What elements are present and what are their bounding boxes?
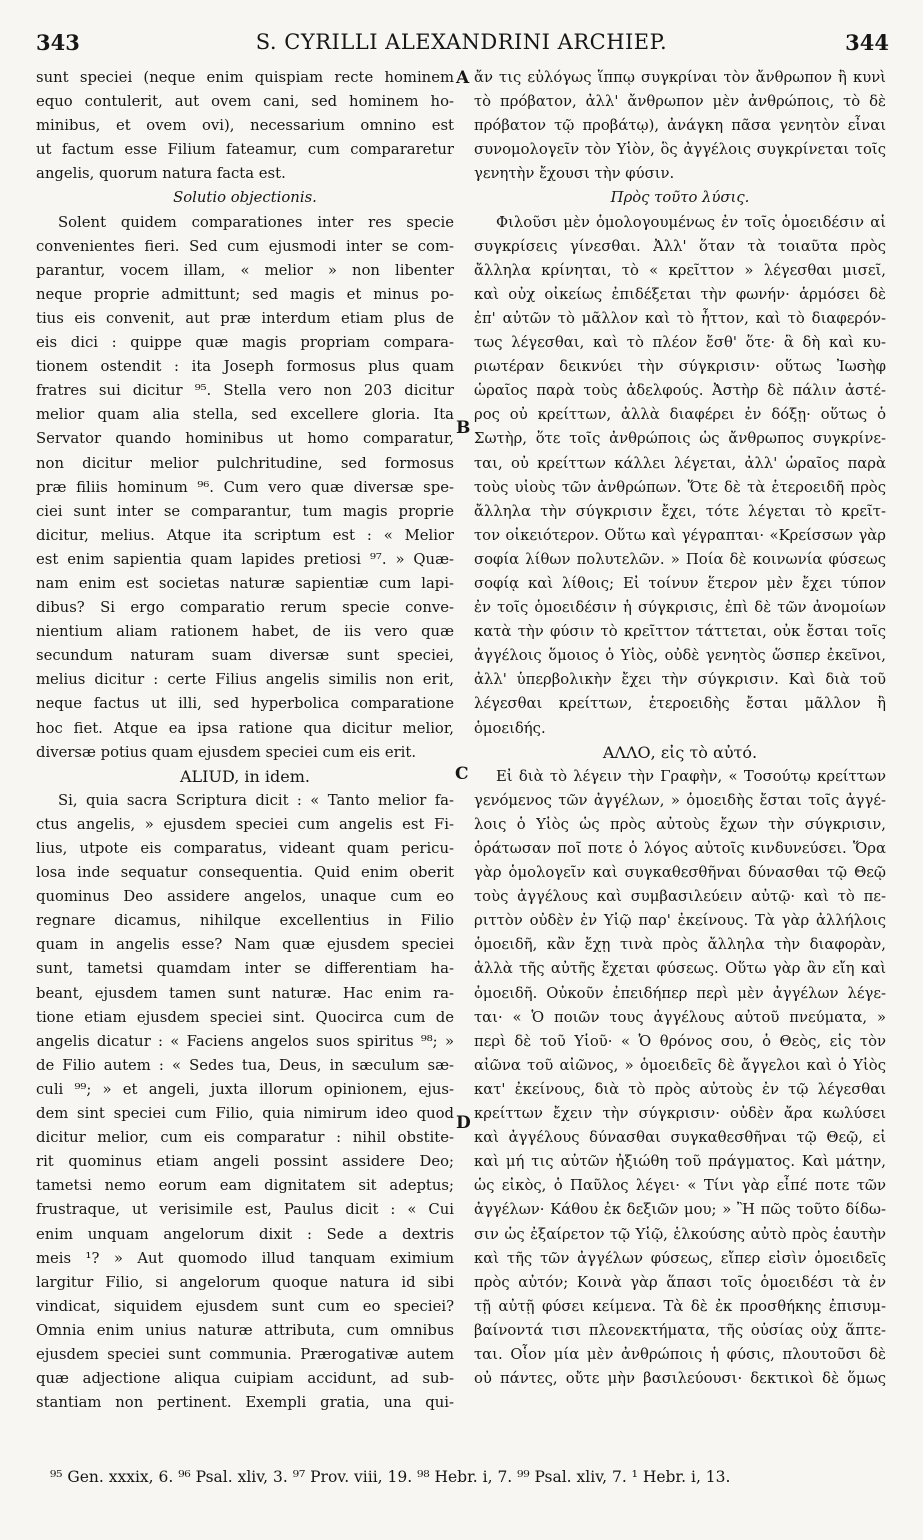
- greek-line: ἀλλ' ὑπερβολικὴν ἔχει τὴν σύγκρισιν. Καὶ διὰ τοῦ: [474, 671, 886, 689]
- latin-line: regnare dicamus, nihilque excellentius in Filio: [36, 912, 454, 930]
- latin-line: ut factum esse Filium fateamur, cum compararetur: [36, 141, 454, 159]
- latin-line: ciei sunt inter se comparantur, tum magis proprie: [36, 502, 454, 520]
- greek-line: ἀγγέλων· Κάθου ἐκ δεξιῶν μου; » Ἢ πῶς τοῦτο δίδω-: [474, 1201, 886, 1219]
- margin-letter-d: D: [456, 1113, 471, 1133]
- running-title: S. CYRILLI ALEXANDRINI ARCHIEP.: [255, 30, 668, 54]
- greek-line: τὸ πρόβατον, ἀλλ' ἄνθρωπον μὲν ἀνθρώποις, τὸ δὲ: [474, 93, 886, 111]
- latin-line: Servator quando hominibus ut homo comparatur,: [36, 430, 454, 448]
- latin-line: culi ⁹⁹; » et angeli, juxta illorum opinionem, ejus-: [36, 1080, 454, 1098]
- latin-line: sunt speciei (neque enim quispiam recte hominem: [36, 69, 454, 86]
- latin-line: sunt, tametsi quamdam inter se differentiam ha-: [36, 960, 454, 978]
- latin-line: rit quominus etiam angeli possint assidere Deo;: [36, 1153, 454, 1171]
- latin-line: melius dicitur : certe Filius angelis similis non erit,: [36, 671, 454, 689]
- latin-line: tione etiam ejusdem speciei sint. Quocirca cum de: [36, 1008, 454, 1026]
- latin-line: melior quam alia stella, sed excellere gloria. Ita: [36, 406, 454, 424]
- greek-line: ριωτέραν δεικνύει τὴν σύγκρισιν· οὕτως Ἰωσὴφ: [474, 358, 886, 376]
- greek-line: τοὺς ἀγγέλους καὶ συμβασιλεύειν αὐτῷ· καὶ τὸ πε-: [474, 888, 886, 906]
- greek-line: καὶ οὐχ οἰκείως ἐπιδέξεται τὴν φωνήν· ἁρμόσει δὲ: [474, 285, 886, 303]
- latin-line: hoc fiet. Atque ea ipsa ratione qua dicitur melior,: [36, 719, 454, 737]
- greek-line: ἄν τις εὐλόγως ἵππῳ συγκρίναι τὸν ἄνθρωπον ἢ κυνὶ: [474, 69, 886, 86]
- latin-line: tametsi nemo eorum eam dignitatem sit adeptus;: [36, 1177, 454, 1195]
- latin-line: angelis dicatur : « Faciens angelos suos spiritus ⁹⁸; »: [36, 1032, 454, 1050]
- greek-line: γὰρ ὁμολογεῖν καὶ συγκαθεσθῆναι δύνασθαι τῷ Θεῷ: [474, 864, 886, 882]
- latin-line: minibus, et ovem ovi), necessarium omnino est: [36, 117, 454, 135]
- greek-line: Σωτὴρ, ὅτε τοῖς ἀνθρώποις ὡς ἄνθρωπος συγκρίνε-: [474, 430, 886, 448]
- greek-line: λοις ὁ Υἱὸς ὡς πρὸς αὐτοὺς ἔχων τὴν σύγκρισιν,: [474, 815, 886, 833]
- latin-line: ctus angelis, » ejusdem speciei cum angelis est Fi-: [36, 815, 454, 833]
- greek-line: ται· « Ὁ ποιῶν τους ἀγγέλους αὐτοῦ πνεύματα, »: [474, 1008, 886, 1026]
- greek-line: κρείττων ἔχειν τὴν σύγκρισιν· οὐδὲν ἄρα κωλύσει: [474, 1105, 886, 1123]
- greek-line: καὶ τῆς τῶν ἀγγέλων φύσεως, εἴπερ εἰσὶν ὁμοειδεῖς: [474, 1249, 886, 1267]
- greek-line: γενητὴν ἔχουσι τὴν φύσιν.: [474, 165, 675, 183]
- latin-line: quæ adjectione aliqua cuipiam accidunt, ad sub-: [36, 1370, 454, 1388]
- greek-line: οὐ πάντες, οὔτε μὴν βασιλεύουσι· δεκτικοὶ δὲ ὅμως: [474, 1370, 886, 1388]
- greek-line: ἄλληλα τὴν σύγκρισιν ἔχει, τότε λέγεται τὸ κρεῖτ-: [474, 502, 886, 520]
- latin-line: Solutio objectionis.: [173, 189, 317, 207]
- latin-line: eis dici : quippe quæ magis propriam compara-: [36, 334, 454, 352]
- greek-line: ὁράτωσαν ποῖ ποτε ὁ λόγος αὐτοῖς κινδυνεύσει. Ὅρα: [474, 840, 886, 857]
- margin-letter-a: A: [456, 68, 470, 88]
- greek-line: καὶ μή τις αὐτῶν ἠξιώθη τοῦ πράγματος. Καὶ μάτην,: [474, 1153, 886, 1171]
- greek-line: συγκρίσεις γίνεσθαι. Ἀλλ' ὅταν τὰ τοιαῦτα πρὸς: [474, 237, 886, 255]
- latin-line: tius eis convenit, aut præ interdum etiam plus de: [36, 309, 454, 327]
- latin-line: nam enim est societas naturæ sapientiæ cum lapi-: [36, 574, 454, 592]
- greek-line: τοὺς υἱοὺς τῶν ἀνθρώπων. Ὅτε δὲ τὰ ἑτεροειδῆ πρὸς: [474, 478, 886, 496]
- page-number-right: 344: [845, 30, 889, 55]
- greek-line: τον οἰκειότερον. Οὕτω καὶ γέγραπται· «Κρείσσων γὰρ: [474, 526, 886, 544]
- latin-line: stantiam non pertinent. Exempli gratia, una qui-: [36, 1394, 454, 1412]
- greek-line: ἀλλὰ τῆς αὐτῆς ἔχεται φύσεως. Οὕτω γὰρ ἂν εἴη καὶ: [474, 960, 886, 978]
- latin-line: equo contulerit, aut ovem cani, sed hominem ho-: [36, 93, 454, 111]
- latin-line: fratres sui dicitur ⁹⁵. Stella vero non 203 dicitur: [36, 382, 454, 400]
- latin-line: largitur Filio, si angelorum quoque natura id sibi: [36, 1273, 454, 1291]
- greek-line: Εἰ διὰ τὸ λέγειν τὴν Γραφὴν, « Τοσούτῳ κρείττων: [496, 767, 886, 785]
- latin-line: neque proprie admittunt; sed magis et minus po-: [36, 285, 454, 303]
- latin-line: secundum naturam suam diversæ sunt speciei,: [36, 647, 454, 665]
- latin-line: dicitur, melius. Atque ita scriptum est : « Melior: [36, 526, 454, 544]
- latin-line: est enim sapientia quam lapides pretiosi ⁹⁷. » Quæ-: [36, 550, 454, 568]
- greek-line: ΑΛΛΟ, εἰς τὸ αὐτό.: [602, 742, 758, 762]
- greek-line: ρος οὐ κρείττων, ἀλλὰ διαφέρει ἐν δόξῃ· οὕτως ὁ: [474, 406, 886, 424]
- greek-line: ται. Οἷον μία μὲν ἀνθρώποις ἡ φύσις, πλουτοῦσι δὲ: [474, 1345, 886, 1363]
- latin-line: neque factus ut illi, sed hyperbolica comparatione: [36, 695, 454, 713]
- latin-line: dicitur melior, cum eis comparatur : nihil obstite-: [36, 1129, 454, 1147]
- latin-line: ALIUD, in idem.: [179, 766, 310, 786]
- greek-line: σοφία λίθων πολυτελῶν. » Ποία δὲ κοινωνία φύσεως: [474, 550, 886, 568]
- latin-line: lius, utpote eis comparatus, videant quam pericu-: [36, 840, 454, 857]
- page-header: [0, 30, 923, 60]
- greek-line: ριττὸν οὐδὲν ἐν Υἱῷ παρ' ἐκείνους. Τὰ γὰρ ἀλλήλοις: [474, 912, 886, 930]
- greek-line: κατὰ τὴν φύσιν τὸ κρεῖττον τάττεται, οὐκ ἔσται τοῖς: [474, 623, 886, 641]
- latin-line: quominus Deo assidere angelos, unaque cum eo: [36, 888, 454, 906]
- margin-letter-c: C: [455, 764, 469, 784]
- latin-line: tionem ostendit : ita Joseph formosus plus quam: [36, 358, 454, 376]
- greek-line: ται, οὐ κρείττων κάλλει λέγεται, ἀλλ' ὡραῖος παρὰ: [474, 454, 886, 472]
- greek-line: ἀγγέλοις ὅμοιος ὁ Υἱὸς, οὐδὲ γενητὸς ὥσπερ ἐκεῖνοι,: [474, 647, 886, 665]
- latin-column: [36, 66, 454, 1415]
- greek-line: Πρὸς τοῦτο λύσις.: [610, 189, 750, 207]
- latin-line: præ filiis hominum ⁹⁶. Cum vero quæ diversæ spe-: [36, 478, 454, 496]
- greek-line: ὁμοειδής.: [474, 719, 546, 737]
- greek-line: πρὸς αὐτόν; Κοινὰ γὰρ ἅπασι τοῖς ὁμοειδέσι τὰ ἐν: [474, 1273, 886, 1291]
- latin-line: dem sint speciei cum Filio, quia nimirum ideo quod: [36, 1105, 454, 1123]
- latin-line: meis ¹? » Aut quomodo illud tanquam eximium: [36, 1249, 454, 1267]
- greek-line: αἰῶνα τοῦ αἰῶνος, » ὁμοειδεῖς δὲ ἄγγελοι καὶ ὁ Υἱὸς: [474, 1056, 886, 1074]
- greek-line: λέγεσθαι κρείττων, ἑτεροειδὴς ἔσται μᾶλλον ἢ: [474, 695, 886, 713]
- greek-column: [474, 66, 886, 1391]
- latin-line: enim unquam angelorum dixit : Sede a dextris: [36, 1225, 454, 1243]
- latin-line: frustraque, ut verisimile est, Paulus dicit : « Cui: [36, 1201, 454, 1219]
- latin-line: Omnia enim unius naturæ attributa, cum omnibus: [36, 1321, 454, 1339]
- latin-line: parantur, vocem illam, « melior » non libenter: [36, 261, 454, 279]
- greek-line: συνομολογεῖν τὸν Υἱὸν, ὃς ἀγγέλοις συγκρίνεται τοῖς: [474, 141, 886, 159]
- latin-line: angelis, quorum natura facta est.: [36, 165, 286, 183]
- latin-line: de Filio autem : « Sedes tua, Deus, in sæculum sæ-: [36, 1056, 454, 1074]
- greek-line: κατ' ἐκείνους, διὰ τὸ πρὸς αὐτοὺς ἐν τῷ λέγεσθαι: [474, 1080, 886, 1098]
- greek-line: ὡς εἰκὸς, ὁ Παῦλος λέγει· « Τίνι γὰρ εἶπέ ποτε τῶν: [474, 1177, 886, 1195]
- latin-line: losa inde sequatur consequentia. Quid enim oberit: [36, 864, 454, 882]
- latin-line: diversæ potius quam ejusdem speciei cum eis erit.: [36, 743, 417, 761]
- greek-line: ἐπ' αὐτῶν τὸ μᾶλλον καὶ τὸ ἧττον, καὶ τὸ διαφερόν-: [474, 309, 886, 327]
- greek-line: σοφίᾳ καὶ λίθοις; Εἰ τοίνυν ἕτερον μὲν ἔχει τύπον: [474, 574, 886, 592]
- latin-line: convenientes fieri. Sed cum ejusmodi inter se com-: [36, 237, 454, 255]
- page-number-left: 343: [36, 30, 80, 55]
- greek-line: ὁμοειδῆ, κἂν ἔχῃ τινὰ πρὸς ἄλληλα τὴν διαφορὰν,: [474, 936, 886, 954]
- greek-line: τῇ αὐτῇ φύσει κείμενα. Τὰ δὲ ἐκ προσθήκης ἐπισυμ-: [474, 1297, 886, 1315]
- latin-line: beant, ejusdem tamen sunt naturæ. Hac enim ra-: [36, 984, 454, 1002]
- latin-line: Solent quidem comparationes inter res specie: [58, 213, 454, 231]
- latin-line: non dicitur melior pulchritudine, sed formosus: [36, 454, 454, 472]
- latin-line: dibus? Si ergo comparatio rerum specie conve-: [36, 599, 454, 617]
- greek-line: περὶ δὲ τοῦ Υἱοῦ· « Ὁ θρόνος σου, ὁ Θεὸς, εἰς τὸν: [474, 1032, 886, 1050]
- greek-line: σιν ὡς ἐξαίρετον τῷ Υἱῷ, ἑλκούσης αὐτὸ πρὸς ἑαυτὴν: [474, 1225, 886, 1243]
- latin-line: vindicat, siquidem ejusdem sunt cum eo speciei?: [36, 1297, 454, 1315]
- greek-line: καὶ ἀγγέλους δύνασθαι συγκαθεσθῆναι τῷ Θεῷ, εἰ: [474, 1129, 886, 1147]
- greek-line: ἐν τοῖς ὁμοειδέσιν ἡ σύγκρισις, ἐπὶ δὲ τῶν ἀνομοίων: [474, 599, 886, 617]
- greek-line: βαίνοντά τισι πλεονεκτήματα, τῆς οὐσίας οὐχ ἅπτε-: [474, 1321, 886, 1339]
- margin-letter-b: B: [456, 418, 471, 438]
- footnotes: ⁹⁵ Gen. xxxix, 6. ⁹⁶ Psal. xliv, 3. ⁹⁷ Prov. viii, 19. ⁹⁸ Hebr. i, 7. ⁹⁹ Psal. xliv, 7. ¹ Hebr. i, 13.: [50, 1468, 731, 1486]
- greek-line: ὡραῖος παρὰ τοὺς ἀδελφούς. Ἀστὴρ δὲ πάλιν ἀστέ-: [474, 382, 886, 400]
- latin-line: ejusdem speciei sunt communia. Prærogativæ autem: [36, 1345, 454, 1363]
- greek-line: Φιλοῦσι μὲν ὁμολογουμένως ἐν τοῖς ὁμοειδέσιν αἱ: [496, 213, 886, 231]
- greek-line: πρόβατον τῷ προβάτῳ), ἀνάγκη πᾶσα γενητὸν εἶναι: [474, 117, 886, 135]
- greek-line: ἄλληλα κρίνηται, τὸ « κρεῖττον » λέγεσθαι μισεῖ,: [474, 261, 886, 279]
- latin-line: Si, quia sacra Scriptura dicit : « Tanto melior fa-: [58, 791, 454, 809]
- latin-line: nientium aliam rationem habet, de iis vero quæ: [36, 623, 454, 641]
- greek-line: γενόμενος τῶν ἀγγέλων, » ὁμοειδὴς ἔσται τοῖς ἀγγέ-: [474, 791, 886, 809]
- latin-line: quam in angelis esse? Nam quæ ejusdem speciei: [36, 936, 454, 954]
- greek-line: τως λέγεσθαι, καὶ τὸ πλέον ἔσθ' ὅτε· ἃ δὴ καὶ κυ-: [474, 334, 886, 352]
- greek-line: ὁμοειδῆ. Οὐκοῦν ἐπειδήπερ περὶ μὲν ἀγγέλων λέγε-: [474, 984, 886, 1002]
